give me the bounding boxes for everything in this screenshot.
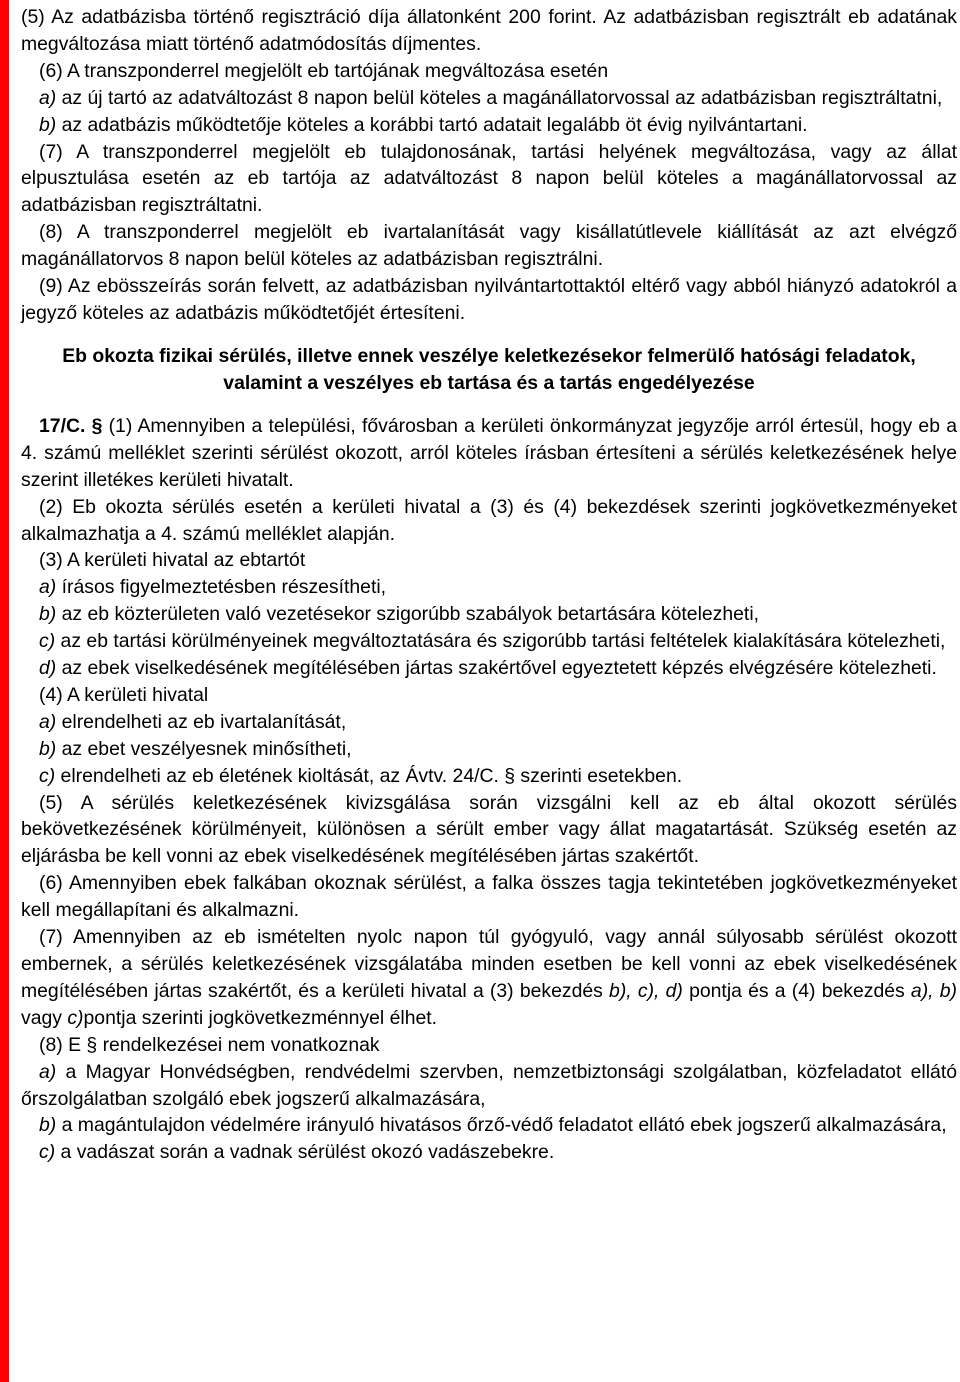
point-label: c): [39, 630, 56, 653]
heading-line-1: Eb okozta fizikai sérülés, illetve ennek veszélye keletkezésekor felmerülő hatósági feladatok,: [62, 344, 916, 367]
point-3d: [21, 655, 957, 682]
red-margin-bar: [0, 0, 9, 1382]
point-6a: [21, 85, 957, 112]
point-8c: [21, 1139, 957, 1166]
paragraph-text: vagy: [21, 1006, 68, 1029]
point-label: b): [39, 603, 57, 626]
paragraph-text: pontja szerinti jogkövetkezménnyel élhet.: [83, 1006, 438, 1029]
section-17c-paragraph-3: [21, 547, 957, 574]
section-17c-paragraph-7: [21, 924, 957, 1032]
point-6b: [21, 112, 957, 139]
section-heading: [21, 343, 957, 397]
paragraph-text: pontja és a (4) bekezdés: [682, 979, 911, 1002]
point-4a: [21, 709, 957, 736]
point-text: az adatbázis működtetője köteles a korábbi tartó adatait legalább öt évig nyilvántartani.: [56, 113, 808, 136]
paragraph-7: [21, 139, 957, 220]
point-3c: [21, 628, 957, 655]
point-4c: [21, 763, 957, 790]
paragraph-text: (9) Az ebösszeírás során felvett, az adatbázisban nyilvántartottaktól eltérő vagy abból hiányzó adatokról a jegyző köteles az adatbázis működtetőjét értesíteni.: [21, 275, 957, 324]
paragraph-text: (6) A transzponderrel megjelölt eb tartójának megváltozása esetén: [39, 59, 609, 82]
paragraph-text: (6) Amennyiben ebek falkában okoznak sérülést, a falka összes tagja tekintetében jogkövetkezményeket kell megállapítani és alkalmazni.: [21, 872, 957, 922]
section-17c-paragraph-8: [21, 1032, 957, 1059]
point-label: c): [39, 1141, 56, 1164]
point-3a: [21, 574, 957, 601]
paragraph-text: (7) A transzponderrel megjelölt eb tulajdonosának, tartási helyének megváltozása, vagy az állat elpusztulása esetén az eb tartója az adatváltozást 8 napon belül köteles a magánállatorvossal az adatbázisban regisztráltatni.: [21, 140, 957, 217]
paragraph-6: [21, 58, 957, 85]
point-4b: [21, 736, 957, 763]
paragraph-text: (5) A sérülés keletkezésének kivizsgálása során vizsgálni kell az eb által okozott sérülés bekövetkezésének körülményeit, különösen a sérült ember vagy állat magatartását. Szükség esetén az eljárásba be kell vonni az ebek viselkedésének megítélésében jártas szakértőt.: [21, 791, 957, 868]
point-reference: c): [67, 1006, 84, 1029]
paragraph-8: [21, 219, 957, 273]
point-label: a): [39, 710, 57, 733]
point-label: b): [39, 737, 57, 760]
heading-line-2: valamint a veszélyes eb tartása és a tartás engedélyezése: [223, 371, 755, 394]
paragraph-text: (4) A kerületi hivatal: [39, 683, 209, 706]
paragraph-text: (8) E § rendelkezései nem vonatkoznak: [39, 1033, 380, 1056]
point-reference: a), b): [910, 979, 957, 1002]
point-label: d): [39, 657, 57, 680]
point-label: c): [39, 764, 56, 787]
paragraph-text: (8) A transzponderrel megjelölt eb ivartalanítását vagy kisállatútlevele kiállítását az azt elvégző magánállatorvos 8 napon belül köteles az adatbázisban regisztrálni.: [21, 221, 957, 271]
point-text: írásos figyelmeztetésben részesítheti,: [56, 576, 387, 599]
section-17c-paragraph-2: [21, 494, 957, 548]
point-text: az eb közterületen való vezetésekor szigorúbb szabályok betartására kötelezheti,: [56, 603, 760, 626]
section-number: 17/C. §: [39, 414, 103, 437]
point-label: b): [39, 1114, 57, 1137]
point-3b: [21, 601, 957, 628]
section-17c-paragraph-1: [21, 413, 957, 494]
paragraph-9: [21, 273, 957, 327]
point-text: a Magyar Honvédségben, rendvédelmi szervben, nemzetbiztonsági szolgálatban, közfeladatot ellátó őrszolgálatban szolgáló ebek jogszerű alkalmazására,: [21, 1060, 957, 1110]
point-reference: b), c), d): [609, 979, 683, 1002]
point-8b: [21, 1112, 957, 1139]
paragraph-text: (1) Amennyiben a települési, fővárosban a kerületi önkormányzat jegyzője arról értesül, hogy eb a 4. számú melléklet szerinti sérülést okozott, arról köteles írásban értesíteni a sérülés keletkezésének helye szerint illetékes kerületi hivatalt.: [21, 414, 957, 491]
point-text: az eb tartási körülményeinek megváltoztatására és szigorúbb tartási feltételek kialakítására kötelezheti,: [55, 630, 946, 653]
point-label: a): [39, 576, 57, 599]
point-text: az új tartó az adatváltozást 8 napon belül köteles a magánállatorvossal az adatbázisban regisztráltatni,: [56, 86, 943, 109]
point-text: az ebek viselkedésének megítélésében jártas szakértővel egyeztetett képzés elvégzésére kötelezheti.: [56, 657, 937, 680]
point-text: a vadászat során a vadnak sérülést okozó vadászebekre.: [55, 1141, 555, 1164]
document-body: [21, 4, 957, 1166]
point-label: a): [39, 86, 57, 109]
paragraph-text: (2) Eb okozta sérülés esetén a kerületi hivatal a (3) és (4) bekezdések szerinti jogkövetkezményeket alkalmazhatja a 4. számú melléklet alapján.: [21, 495, 957, 545]
section-17c-paragraph-4: [21, 682, 957, 709]
paragraph-5: [21, 4, 957, 58]
point-label: a): [39, 1060, 57, 1083]
paragraph-text: (5) Az adatbázisba történő regisztráció díja állatonként 200 forint. Az adatbázisban regisztrált eb adatának megváltozása miatt történő adatmódosítás díjmentes.: [21, 6, 957, 55]
point-text: elrendelheti az eb életének kioltását, az Ávtv. 24/C. § szerinti esetekben.: [55, 764, 683, 787]
paragraph-text: (3) A kerületi hivatal az ebtartót: [39, 549, 306, 572]
point-8a: [21, 1059, 957, 1113]
point-text: a magántulajdon védelmére irányuló hivatásos őrző-védő feladatot ellátó ebek jogszerű alkalmazására,: [56, 1114, 947, 1137]
point-text: elrendelheti az eb ivartalanítását,: [56, 710, 347, 733]
point-label: b): [39, 113, 57, 136]
section-17c-paragraph-6: [21, 870, 957, 924]
paragraph-text: (7) Amennyiben az eb ismételten nyolc napon túl gyógyuló, vagy annál súlyosabb sérülést okozott embernek, a sérülés keletkezésének vizsgálatába minden esetben be kell vonni az ebek viselkedésének megítélésében jártas szakértőt, és a kerületi hivatal a (3) bekezdés: [21, 926, 957, 1002]
point-text: az ebet veszélyesnek minősítheti,: [56, 737, 352, 760]
section-17c-paragraph-5: [21, 790, 957, 871]
